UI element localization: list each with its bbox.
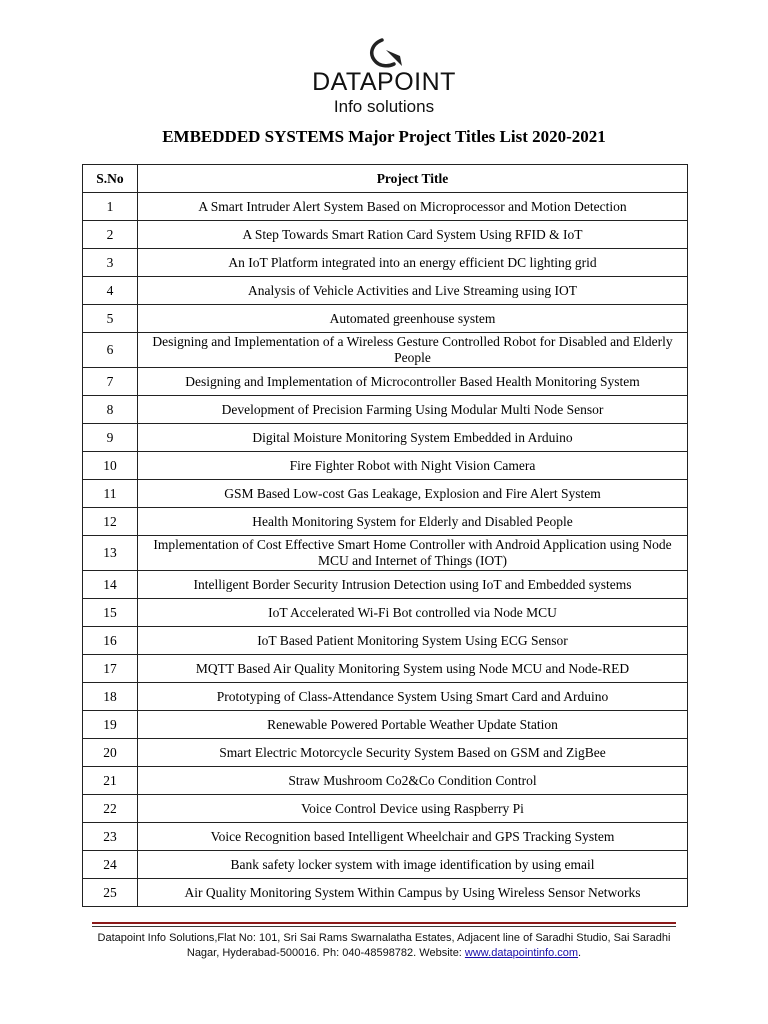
logo-name: DATAPOINT <box>312 68 456 96</box>
table-row <box>83 683 688 711</box>
table-row <box>83 452 688 480</box>
row-sno: 1 <box>83 193 138 221</box>
row-project-title: Designing and Implementation of a Wireless Gesture Controlled Robot for Disabled and Elderly People <box>138 333 688 368</box>
row-project-title: MQTT Based Air Quality Monitoring System using Node MCU and Node-RED <box>138 655 688 683</box>
row-sno: 18 <box>83 683 138 711</box>
row-project-title: Voice Control Device using Raspberry Pi <box>138 795 688 823</box>
row-project-title: Designing and Implementation of Microcontroller Based Health Monitoring System <box>138 368 688 396</box>
table-row <box>83 879 688 907</box>
table-row <box>83 508 688 536</box>
row-sno: 24 <box>83 851 138 879</box>
row-project-title: IoT Accelerated Wi-Fi Bot controlled via Node MCU <box>138 599 688 627</box>
row-sno: 9 <box>83 424 138 452</box>
row-sno: 3 <box>83 249 138 277</box>
row-project-title: Straw Mushroom Co2&Co Condition Control <box>138 767 688 795</box>
row-project-title: GSM Based Low-cost Gas Leakage, Explosion and Fire Alert System <box>138 480 688 508</box>
row-project-title: Prototyping of Class-Attendance System Using Smart Card and Arduino <box>138 683 688 711</box>
row-sno: 13 <box>83 536 138 571</box>
row-sno: 17 <box>83 655 138 683</box>
column-header-title: Project Title <box>138 165 688 193</box>
table-row <box>83 795 688 823</box>
row-project-title: Intelligent Border Security Intrusion Detection using IoT and Embedded systems <box>138 571 688 599</box>
row-sno: 21 <box>83 767 138 795</box>
row-sno: 4 <box>83 277 138 305</box>
row-project-title: Smart Electric Motorcycle Security System Based on GSM and ZigBee <box>138 739 688 767</box>
row-sno: 6 <box>83 333 138 368</box>
table-row <box>83 627 688 655</box>
row-project-title: Fire Fighter Robot with Night Vision Camera <box>138 452 688 480</box>
table-row <box>83 480 688 508</box>
row-sno: 19 <box>83 711 138 739</box>
row-sno: 10 <box>83 452 138 480</box>
table-header-row <box>83 165 688 193</box>
row-project-title: IoT Based Patient Monitoring System Using ECG Sensor <box>138 627 688 655</box>
table-body <box>83 193 688 907</box>
row-project-title: Digital Moisture Monitoring System Embedded in Arduino <box>138 424 688 452</box>
row-sno: 2 <box>83 221 138 249</box>
table-row <box>83 221 688 249</box>
table-row <box>83 571 688 599</box>
table-row <box>83 851 688 879</box>
row-sno: 20 <box>83 739 138 767</box>
row-project-title: Automated greenhouse system <box>138 305 688 333</box>
table-row <box>83 193 688 221</box>
row-sno: 7 <box>83 368 138 396</box>
table-row <box>83 599 688 627</box>
row-sno: 23 <box>83 823 138 851</box>
table-row <box>83 424 688 452</box>
logo-subtitle: Info solutions <box>333 97 435 116</box>
row-sno: 22 <box>83 795 138 823</box>
row-sno: 5 <box>83 305 138 333</box>
table-row <box>83 249 688 277</box>
website-link[interactable]: www.datapointinfo.com <box>464 947 579 959</box>
row-sno: 15 <box>83 599 138 627</box>
row-sno: 12 <box>83 508 138 536</box>
page-title: EMBEDDED SYSTEMS Major Project Titles List 2020-2021 <box>162 127 606 146</box>
row-project-title: Analysis of Vehicle Activities and Live Streaming using IOT <box>138 277 688 305</box>
row-project-title: Renewable Powered Portable Weather Update Station <box>138 711 688 739</box>
row-project-title: Health Monitoring System for Elderly and Disabled People <box>138 508 688 536</box>
row-project-title: A Smart Intruder Alert System Based on Microprocessor and Motion Detection <box>138 193 688 221</box>
table-row <box>83 739 688 767</box>
row-project-title: An IoT Platform integrated into an energy efficient DC lighting grid <box>138 249 688 277</box>
row-sno: 14 <box>83 571 138 599</box>
company-logo <box>0 36 768 122</box>
row-project-title: Voice Recognition based Intelligent Wheelchair and GPS Tracking System <box>138 823 688 851</box>
table-row <box>83 305 688 333</box>
footer-divider <box>92 922 676 928</box>
row-project-title: Bank safety locker system with image identification by using email <box>138 851 688 879</box>
footer-end: . <box>578 947 582 959</box>
row-project-title: Development of Precision Farming Using Modular Multi Node Sensor <box>138 396 688 424</box>
footer-address <box>82 931 686 961</box>
table-row <box>83 711 688 739</box>
row-project-title: A Step Towards Smart Ration Card System Using RFID & IoT <box>138 221 688 249</box>
table-row <box>83 536 688 571</box>
row-sno: 8 <box>83 396 138 424</box>
project-table <box>82 164 688 907</box>
table-row <box>83 368 688 396</box>
row-sno: 16 <box>83 627 138 655</box>
table-row <box>83 767 688 795</box>
column-header-sno: S.No <box>83 165 138 193</box>
table-row <box>83 823 688 851</box>
table-row <box>83 277 688 305</box>
row-sno: 11 <box>83 480 138 508</box>
table-row <box>83 396 688 424</box>
footer-address-text: Datapoint Info Solutions,Flat No: 101, Sri Sai Rams Swarnalatha Estates, Adjacent line of Saradhi Studio, Sai Saradhi Nagar, Hyderabad-500016. Ph: 040-48598782. Website: <box>97 932 671 959</box>
row-project-title: Air Quality Monitoring System Within Campus by Using Wireless Sensor Networks <box>138 879 688 907</box>
table-row <box>83 333 688 368</box>
table-row <box>83 655 688 683</box>
row-sno: 25 <box>83 879 138 907</box>
row-project-title: Implementation of Cost Effective Smart Home Controller with Android Application using Node MCU and Internet of Things (IOT) <box>138 536 688 571</box>
